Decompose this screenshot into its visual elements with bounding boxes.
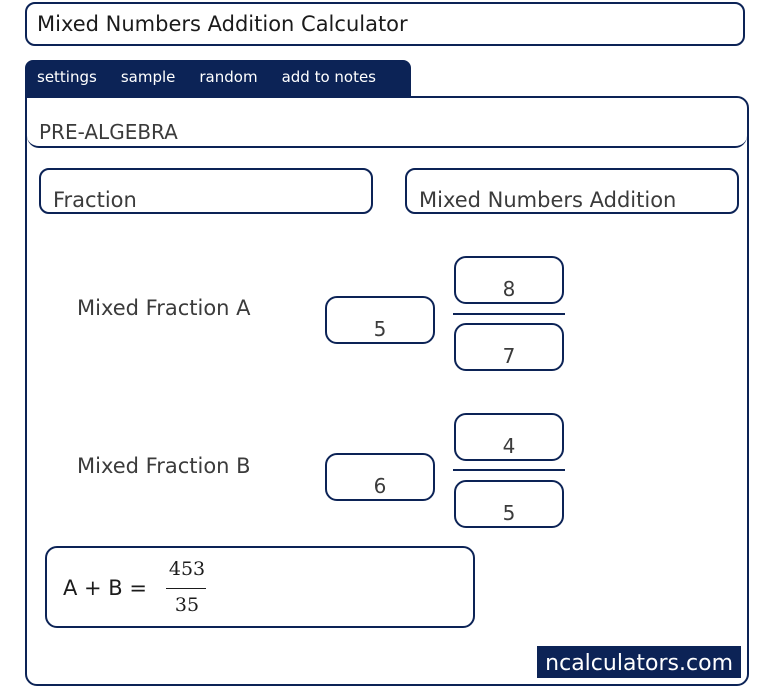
fraction-a-divider [453, 313, 565, 315]
result-box [45, 546, 475, 628]
fraction-b-label: Mixed Fraction B [77, 454, 251, 478]
tab-random[interactable]: random [199, 68, 258, 86]
fraction-b-divider [453, 469, 565, 471]
page-title: Mixed Numbers Addition Calculator [25, 2, 745, 46]
tab-settings[interactable]: settings [37, 68, 97, 86]
brand-logo[interactable]: ncalculators.com [537, 646, 741, 678]
breadcrumb-fraction[interactable]: Fraction [39, 168, 373, 214]
result-label: A + B = [63, 576, 147, 600]
calculator-panel [25, 96, 749, 686]
result-fraction-bar [166, 588, 206, 589]
fraction-a-whole-input[interactable]: 5 [325, 296, 435, 344]
fraction-a-numerator-input[interactable]: 8 [454, 256, 564, 304]
fraction-b-whole-input[interactable]: 6 [325, 453, 435, 501]
tab-sample[interactable]: sample [120, 68, 176, 86]
category-heading[interactable]: PRE-ALGEBRA [27, 98, 747, 148]
result-numerator: 453 [168, 558, 206, 580]
fraction-a-denominator-input[interactable]: 7 [454, 323, 564, 371]
tab-add-to-notes[interactable]: add to notes [281, 68, 377, 86]
tab-bar [25, 60, 411, 96]
fraction-b-denominator-input[interactable]: 5 [454, 480, 564, 528]
fraction-b-numerator-input[interactable]: 4 [454, 413, 564, 461]
fraction-a-label: Mixed Fraction A [77, 296, 251, 320]
result-denominator: 35 [174, 594, 200, 616]
breadcrumb-mixed-numbers-addition[interactable]: Mixed Numbers Addition [405, 168, 739, 214]
